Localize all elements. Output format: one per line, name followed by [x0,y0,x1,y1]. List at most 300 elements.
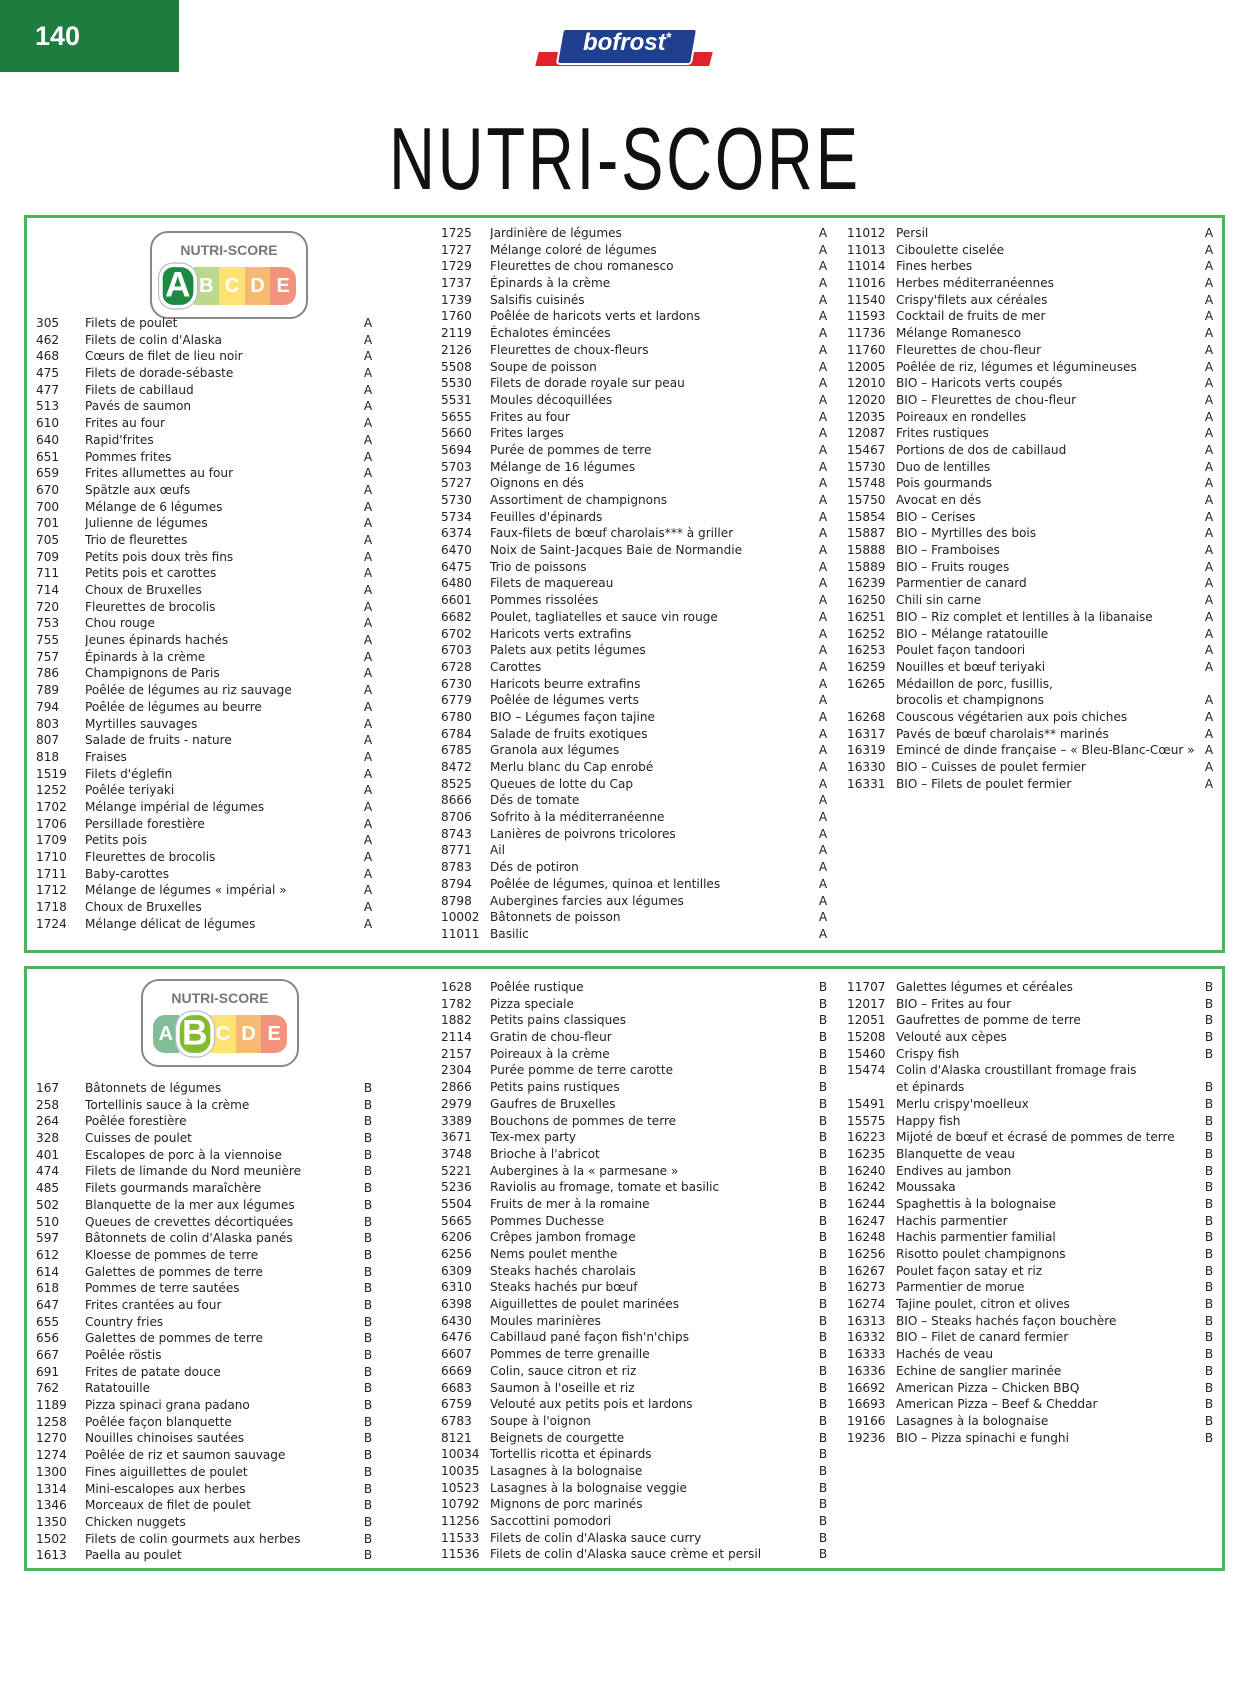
product-code: 818 [36,749,60,764]
product-code: 15460 [847,1046,886,1061]
product-score: A [1204,776,1214,791]
product-code: 1737 [441,276,472,291]
product-row [441,1329,831,1346]
product-score: A [818,893,828,908]
product-name: Poêlée de légumes au beurre [85,699,262,714]
product-score: B [818,1463,828,1478]
product-name: BIO – Pizza spinachi e funghi [896,1430,1069,1445]
product-row [847,492,1217,509]
product-name: Filets d'églefin [85,766,173,781]
product-name: Frites allumettes au four [85,466,234,481]
product-row [36,1347,376,1364]
product-code: 753 [36,616,60,631]
product-row [36,365,376,382]
product-code: 6476 [441,1330,472,1345]
product-code: 762 [36,1381,60,1396]
product-score: B [1204,1347,1214,1362]
product-row [36,732,376,749]
product-code: 16336 [847,1363,886,1378]
product-row [847,1046,1217,1063]
product-score: B [1204,1196,1214,1211]
product-row [36,1414,376,1431]
product-name: Saccottini pomodori [490,1514,612,1528]
product-code: 1724 [36,916,67,931]
product-row [441,659,831,676]
product-score: B [818,980,828,994]
product-score: B [818,1297,828,1312]
product-row [36,632,376,649]
product-code: 11707 [847,980,886,994]
product-score: B [363,1548,373,1563]
product-name: Pommes de terre grenaille [490,1347,650,1362]
score-a-column-3 [847,225,1217,792]
product-row [847,375,1217,392]
product-score: A [363,833,373,848]
product-score: B [363,1281,373,1296]
product-score: A [818,459,828,474]
product-name: Filets de colin d'Alaska sauce curry [490,1530,702,1545]
page-number-tab [0,0,179,72]
product-name: Pommes rissolées [490,593,599,608]
product-score: A [818,526,828,541]
product-row [441,926,831,943]
product-score: B [363,1147,373,1162]
product-score: A [1204,309,1214,324]
product-name: Crispy fish [896,1046,960,1061]
product-name: Petits pois doux très fins [85,549,234,564]
product-name: Trio de poissons [490,559,587,574]
product-row [441,759,831,776]
product-score: B [818,1330,828,1345]
product-code: 12005 [847,359,886,374]
product-code: 11533 [441,1530,480,1545]
product-code: 8798 [441,893,472,908]
product-code: 485 [36,1181,60,1196]
product-name: Queues de crevettes décortiquées [85,1214,294,1229]
product-row [847,1430,1217,1447]
product-name: Portions de dos de cabillaud [896,442,1067,457]
product-row [441,1246,831,1263]
product-code: 15467 [847,442,886,457]
product-name: Chicken nuggets [85,1514,186,1529]
product-score: A [818,626,828,641]
product-code: 16240 [847,1163,886,1178]
product-name: Frites de patate douce [85,1364,221,1379]
product-code: 6430 [441,1313,472,1328]
product-code: 659 [36,466,60,481]
product-row [847,1296,1217,1313]
product-name: Soupe à l'oignon [490,1413,591,1428]
product-row [847,642,1217,659]
product-name: Pavés de saumon [85,399,192,414]
product-row [36,1197,376,1214]
product-name: Carottes [490,659,542,674]
product-name: Crêpes jambon fromage [490,1230,636,1245]
product-row [441,325,831,342]
product-code: 15575 [847,1113,886,1128]
product-name: Chou rouge [85,616,155,631]
product-row [847,676,1217,693]
product-row [847,1179,1217,1196]
product-row [847,1396,1217,1413]
product-name: brocolis et champignons [896,693,1044,708]
product-row [441,1463,831,1480]
product-name: BIO – Steaks hachés façon bouchère [896,1313,1117,1328]
product-name: Parmentier de morue [896,1280,1025,1295]
product-name: BIO – Filet de canard fermier [896,1330,1069,1345]
product-code: 11736 [847,326,886,341]
product-row [36,832,376,849]
product-name: Frites rustiques [896,426,989,441]
product-score: A [363,666,373,681]
product-row [441,1346,831,1363]
product-row [441,542,831,559]
product-row [847,1146,1217,1163]
product-score: B [818,1413,828,1428]
product-row [441,375,831,392]
nutri-score-letter-a: A [153,1015,179,1053]
product-score: B [363,1481,373,1496]
product-name: Julienne de légumes [85,516,208,531]
product-code: 655 [36,1314,60,1329]
product-name: Nouilles chinoises sautées [85,1431,245,1446]
product-score: A [818,776,828,791]
product-name: Spaghettis à la bolognaise [896,1196,1057,1211]
product-name: Mélange de légumes « impérial » [85,883,287,898]
product-name: BIO – Riz complet et lentilles à la libanaise [896,609,1153,624]
product-row [847,709,1217,726]
product-code: 16330 [847,760,886,774]
product-score: A [818,359,828,374]
product-score: A [1204,509,1214,524]
product-score: A [818,676,828,691]
product-name: Palets aux petits légumes [490,643,646,658]
product-row [441,709,831,726]
product-name: Tortellis ricotta et épinards [490,1447,652,1462]
product-row [847,1113,1217,1130]
product-name: Duo de lentilles [896,459,991,474]
page-number: 140 [35,21,81,51]
product-row [441,275,831,292]
product-name: Poulet façon tandoori [896,643,1026,658]
product-score: B [818,1447,828,1462]
product-code: 11760 [847,342,886,357]
product-row [441,1062,831,1079]
product-row [441,909,831,926]
product-row [441,1480,831,1497]
product-row [847,459,1217,476]
product-code: 1258 [36,1414,67,1429]
product-row [441,242,831,259]
product-score: A [818,409,828,424]
product-code: 8783 [441,860,472,875]
product-row [36,482,376,499]
product-row [847,1229,1217,1246]
product-name: Mélange coloré de légumes [490,242,657,257]
product-code: 502 [36,1197,60,1212]
product-code: 6682 [441,609,472,624]
product-code: 15888 [847,543,886,558]
product-score: B [1204,1130,1214,1145]
product-code: 12017 [847,996,886,1011]
product-score: A [1204,409,1214,424]
product-score: B [818,1080,828,1095]
product-name: Lasagnes à la bolognaise veggie [490,1480,687,1495]
product-row [441,1313,831,1330]
product-name: Crispy'filets aux céréales [896,292,1048,307]
product-score: B [818,1380,828,1395]
product-name: Spätzle aux œufs [85,482,191,497]
product-row [847,692,1217,709]
product-name: Bouchons de pommes de terre [490,1113,677,1128]
product-code: 6730 [441,676,472,691]
product-row [847,776,1217,793]
product-row [847,1062,1217,1079]
product-row [441,1179,831,1196]
product-code: 1760 [441,309,472,324]
product-row [441,1530,831,1547]
product-name: Salsifis cuisinés [490,292,585,307]
product-code: 11536 [441,1547,480,1562]
product-row [847,242,1217,259]
product-row [847,1346,1217,1363]
product-row [441,409,831,426]
product-score: A [1204,659,1214,674]
product-name: Merlu blanc du Cap enrobé [490,760,654,774]
product-name: Kloesse de pommes de terre [85,1247,259,1262]
product-row [441,1079,831,1096]
product-code: 16331 [847,776,886,791]
product-row [441,1496,831,1513]
product-name: Country fries [85,1314,164,1329]
product-row [36,799,376,816]
product-name: Echine de sanglier marinée [896,1363,1062,1378]
product-row [36,1447,376,1464]
product-score: A [1204,376,1214,391]
nutri-score-letter-b: B [176,1012,213,1057]
product-row [36,882,376,899]
product-row [36,599,376,616]
product-row [441,225,831,242]
product-score: A [363,766,373,781]
product-code: 16319 [847,743,886,758]
product-score: B [1204,1046,1214,1061]
product-score: A [818,843,828,858]
product-row [441,342,831,359]
product-name: BIO – Frites au four [896,996,1012,1011]
product-name: Poêlée de légumes au riz sauvage [85,683,292,698]
product-name: Bâtonnets de poisson [490,910,621,925]
product-row [36,1113,376,1130]
product-score: A [363,583,373,597]
product-code: 11013 [847,242,886,257]
product-name: Échalotes émincées [490,326,611,341]
product-score: B [818,1480,828,1495]
product-code: 1314 [36,1481,67,1496]
product-code: 5694 [441,442,472,457]
product-score: B [818,1213,828,1228]
product-row [441,1229,831,1246]
product-row [36,1214,376,1231]
product-row [441,826,831,843]
product-name: Dés de tomate [490,793,580,808]
product-row [36,849,376,866]
product-name: Mini-escalopes aux herbes [85,1481,246,1496]
product-name: Purée pomme de terre carotte [490,1063,674,1078]
product-row [36,1481,376,1498]
product-code: 5660 [441,426,472,441]
product-row [36,1247,376,1264]
product-name: Frites larges [490,426,564,441]
product-name: Poireaux à la crème [490,1046,610,1061]
product-row [847,1313,1217,1330]
product-code: 6309 [441,1263,472,1278]
product-code: 12035 [847,409,886,424]
product-code: 11540 [847,292,886,307]
product-row [441,792,831,809]
product-code: 1727 [441,242,472,257]
product-row [441,559,831,576]
product-score: B [1204,1146,1214,1161]
product-row [36,1180,376,1197]
product-score: A [1204,559,1214,574]
product-row [441,1363,831,1380]
product-score: B [363,1414,373,1429]
product-name: Haricots verts extrafins [490,626,632,641]
product-name: Chili sin carne [896,593,982,608]
product-code: 1739 [441,292,472,307]
product-row [441,525,831,542]
product-code: 15887 [847,526,886,541]
product-code: 1274 [36,1448,67,1463]
product-name: Poêlée röstis [85,1348,162,1362]
product-code: 8706 [441,810,472,825]
product-code: 709 [36,549,60,564]
product-row [847,1163,1217,1180]
product-row [847,1196,1217,1213]
product-name: Mélange impérial de légumes [85,799,265,814]
product-score: A [1204,693,1214,708]
product-score: A [363,532,373,547]
product-code: 477 [36,382,60,397]
product-score: A [363,816,373,831]
product-code [847,1079,896,1096]
product-code: 12020 [847,392,886,407]
product-row [847,425,1217,442]
product-score: A [818,509,828,524]
product-code: 16235 [847,1146,886,1161]
product-name: Poêlée forestière [85,1114,187,1129]
product-score: B [363,1247,373,1262]
product-score: B [818,1497,828,1512]
product-code: 1718 [36,900,67,915]
product-score: A [363,316,373,330]
product-score: B [1204,1397,1214,1412]
nutri-score-label: NUTRI-SCORE [180,242,278,258]
product-name: Poêlée de légumes verts [490,693,639,708]
product-score: A [818,726,828,741]
product-score: A [363,883,373,898]
product-score [1201,1062,1217,1079]
product-code: 651 [36,449,60,464]
product-name: BIO – Cerises [896,509,976,524]
product-row [441,459,831,476]
product-row [36,1514,376,1531]
product-code: 15208 [847,1030,886,1045]
product-code: 16273 [847,1280,886,1295]
product-score: A [363,599,373,614]
product-code: 1613 [36,1548,67,1563]
product-score: A [363,633,373,648]
product-score: A [1204,743,1214,758]
product-code: 794 [36,699,60,714]
product-code: 11016 [847,276,886,291]
product-score: A [363,683,373,698]
product-name: Fraises [85,749,127,764]
product-code: 513 [36,399,60,414]
product-score: B [363,1364,373,1379]
product-code: 705 [36,532,60,547]
product-name: Feuilles d'épinards [490,509,603,524]
product-row [441,1096,831,1113]
product-code: 6607 [441,1347,472,1362]
product-name: Ciboulette ciselée [896,242,1005,257]
product-name: Velouté aux cèpes [896,1030,1007,1045]
product-name: Choux de Bruxelles [85,583,202,597]
product-row [36,699,376,716]
product-score: A [818,860,828,875]
product-row [847,359,1217,376]
product-code: 6475 [441,559,472,574]
product-row [847,342,1217,359]
product-code: 1882 [441,1013,472,1028]
product-score: B [1204,1413,1214,1428]
nutri-score-scale [153,1015,287,1053]
product-row [441,442,831,459]
score-b-column-2 [441,979,831,1563]
product-code: 401 [36,1147,60,1162]
product-code: 16267 [847,1263,886,1278]
product-row [441,1213,831,1230]
product-score: A [1204,643,1214,658]
product-name: Bâtonnets de légumes [85,1081,222,1095]
product-row [847,475,1217,492]
product-name: Fines herbes [896,259,973,274]
product-row [36,665,376,682]
product-code: 6601 [441,593,472,608]
product-row [441,1029,831,1046]
product-row [441,1263,831,1280]
product-name: Pois gourmands [896,476,993,491]
score-b-column-1 [36,1080,376,1564]
product-row [36,1330,376,1347]
product-code: 1300 [36,1464,67,1479]
product-name: Cœurs de filet de lieu noir [85,349,243,364]
product-code: 691 [36,1364,60,1379]
product-name: Cuisses de poulet [85,1131,192,1146]
product-score: A [1204,442,1214,457]
product-row [847,292,1217,309]
product-name: Ail [490,843,505,858]
product-name: Cocktail de fruits de mer [896,309,1046,324]
product-score: A [1204,726,1214,741]
product-score: A [1204,760,1214,774]
product-score: A [363,566,373,581]
nutri-score-a-badge [150,231,308,319]
product-row [847,1246,1217,1263]
product-name: Granola aux légumes [490,743,620,758]
product-name: Steaks hachés pur bœuf [490,1280,638,1295]
